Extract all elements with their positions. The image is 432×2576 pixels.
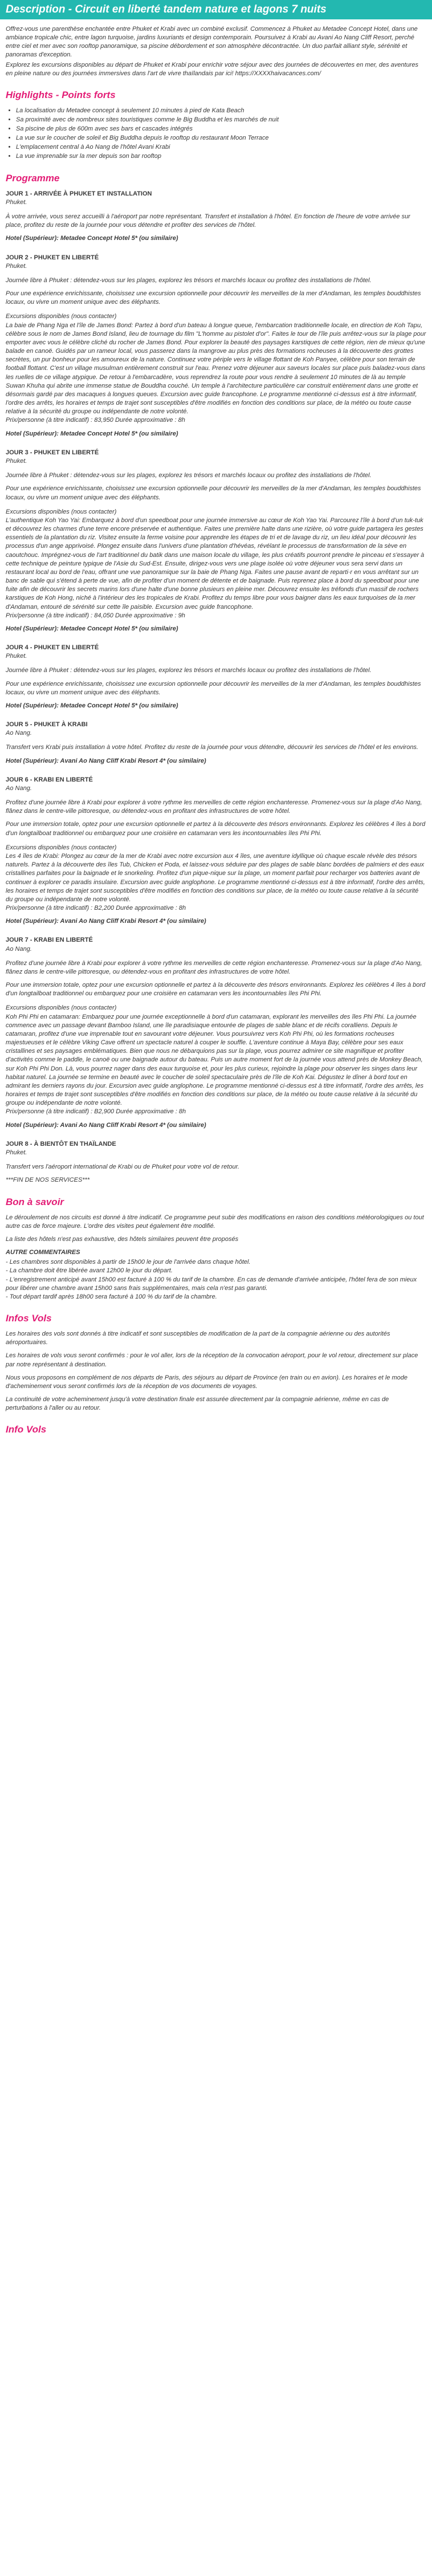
day-location: Phuket. xyxy=(6,198,27,206)
day-title: JOUR 1 - ARRIVÉE À PHUKET ET INSTALLATION xyxy=(6,190,152,197)
excursion-price: Prix/personne (à titre indicatif) : 83,950 Durée approximative : 8h xyxy=(6,417,185,424)
infos-vols-paragraph: La continuité de votre acheminement jusqu'à votre destination finale est assurée directement par la compagnie aérienne, même en cas de perturbations à l'aller ou au retour. xyxy=(6,1396,389,1412)
day-title: JOUR 7 - KRABI EN LIBERTÉ xyxy=(6,937,93,944)
excursion-text: Koh Phi Phi en catamaran: Embarquez pour une journée exceptionnelle à bord d'un catamaran, explorant les merveilles des îles Phi Phi. La journée commence avec un passage devant Bamboo Island, une île paradisiaque entourée de plages de sable blanc et de récifs coralliens. Depuis le catamaran, profitez d'une vue imprenable tout en savourant votre déjeuner. Vous poursuivrez vers Koh Phi Phi, où les formations rocheuses majestueuses et le célèbre Viking Cave offrent un spectacle naturel à couper le souffle. L'aventure continue à Maya Bay, célèbre pour ses eaux cristallines et ses paysages emblématiques. Bien que nous ne débarquions pas sur la plage, vous pourrez admirer ce site magnifique et profiter d'activités comme le paddle, le canoë ou une baignade autour du bateau. Puis un autre moment fort de la journée vous attend près de Monkey Beach, sur Koh Phi Phi Don. Là, vous pourrez nager dans des eaux turquoise et, pour les plus curieux, rejoindre la plage pour observer les singes dans leur habitat naturel. La journée se termine en beauté avec le coucher de soleil spectaculaire près de l'île de Koh Kai. Dégustez le dîner à bord tout en admirant les derniers rayons du jour. Excursion avec guide anglophone. Le programme mentionné ci-dessus est à titre informatif, l'ordre des arrêts, les horaires et temps de trajet sont susceptibles d'être modifiés en fonction des conditions sur place, de la météo ou toute cause relative à la sécurité du groupe ou indépendante de notre volonté. xyxy=(6,1013,423,1107)
programme-title: Programme xyxy=(6,172,60,184)
day-hotel: Hotel (Supérieur): Metadee Concept Hotel 5* (ou similaire) xyxy=(6,702,178,709)
day-paragraph: Pour une immersion totale, optez pour une excursion optionnelle et partez à la découverte des trésors environnants. Explorez les célèbres 4 îles à bord d'un longtailboat traditionnel ou embarquez pour une croisière en catamaran vers les incontournables îles Phi Phi. xyxy=(6,982,426,998)
day-block xyxy=(6,936,426,1129)
day-paragraph: Profitez d'une journée libre à Krabi pour explorer à votre rythme les merveilles de cette région enchanteresse. Promenez-vous sur la plage d'Ao Nang, flânez dans le centre-ville pittoresque, ou détendez-vous en profitant des infrastructures de votre hôtel. xyxy=(6,959,422,975)
day-location: Phuket. xyxy=(6,262,27,270)
day-location: Ao Nang. xyxy=(6,784,32,792)
excursion-heading: Excursions disponibles (nous contacter) xyxy=(6,313,117,320)
comment-item: - La chambre doit être libérée avant 12h00 le jour du départ. xyxy=(6,1267,173,1275)
bon-a-savoir-paragraph: La liste des hôtels n'est pas exhaustive, des hôtels similaires peuvent être proposés xyxy=(6,1235,239,1243)
highlights-title: Highlights - Points forts xyxy=(6,89,116,101)
day-paragraph: Pour une expérience enrichissante, choisissez une excursion optionnelle pour découvrir les merveilles de la mer d'Andaman, les temples bouddhistes locaux, ou vivre un moment unique avec des éléphants. xyxy=(6,290,421,306)
comment-item: - L'enregistrement anticipé avant 15h00 est facturé à 100 % du tarif de la chambre. En cas de demande d'arrivée anticipée, l'hôtel fera de son mieux pour libérer une chambre avant 15h00 sans frais supplémentaires, mais cela n'est pas garanti. xyxy=(6,1276,417,1292)
excursion-text: L'authentique Koh Yao Yai: Embarquez à bord d'un speedboat pour une journée immersive au cœur de Koh Yao Yai. Parcourez l'île à bord d'un tuk-tuk et découvrez les charmes d'une terre encore préservée et authentique. Faites une première halte dans une rizière, où votre guide partagera les gestes essentiels de la plantation du riz. Visitez ensuite la ferme voisine pour apprendre les étapes de tri et de lavage du riz, un lieu idéal pour découvrir les processus d'un ange apprivoisé. Plongez ensuite dans l'univers d'une plantation d'hévéas, révélant le processus de transformation de la sève en caoutchouc. Imprégnez-vous de l'art traditionnel du batik dans une maison locale du village, les plus créatifs pourront prendre le pinceau et s'essayer à cette technique de peinture typique de l'Asie du Sud-Est. Ensuite, dirigez-vous vers une plage isolée où votre déjeuner vous sera servi dans un restaurant local au bord de l'eau, offrant une vue panoramique sur la baie de Phang Nga. Faites une pause avant de reparti·r en vous arrêtant sur un banc de sable qui s'étend à perte de vue, afin de profiter d'un moment de détente et de baignade. Puis reprenez place à bord du speedboat pour une fuite afin de découvrir les secrets marins lors d'une halte d'une bonne plusieurs en pleine mer. Découvrez ensuite les tréfonds d'un massif de rochers karstiques de Koh Hong, niché à l'intérieur des les tropicales de Krabi. Profitez du temps libre pour vous baigner dans les eaux turquoises de la mer d'Andaman, entouré de sérénité sur cette île paisible. Excursion avec guide francophone. xyxy=(6,516,425,611)
day-hotel: Hotel (Supérieur): Avani Ao Nang Cliff Krabi Resort 4* (ou similaire) xyxy=(6,757,206,764)
day-location: Ao Nang. xyxy=(6,730,32,737)
day-paragraph: Pour une expérience enrichissante, choisissez une excursion optionnelle pour découvrir les merveilles de la mer d'Andaman, les temples bouddhistes locaux, ou vivre un moment unique avec des éléphants. xyxy=(6,485,421,501)
comment-item: - Les chambres sont disponibles à partir de 15h00 le jour de l'arrivée dans chaque hôtel. xyxy=(6,1259,251,1266)
highlight-item: • La vue imprenable sur la mer depuis son bar rooftop xyxy=(16,152,426,161)
day-block xyxy=(6,721,426,766)
highlight-item: • Sa piscine de plus de 600m avec ses bars et cascades intégrés xyxy=(16,125,426,134)
programme-days xyxy=(0,190,432,1185)
intro-paragraph: Explorez les excursions disponibles au départ de Phuket et Krabi pour enrichir votre séjour avec des journées de découvertes en mer, des aventures en pleine nature ou des journées immersives dans l'art de vivre thaïlandais par ici! https://XXXXhaivacances.com/ xyxy=(6,62,418,78)
page-title: Description - Circuit en liberté tandem nature et lagons 7 nuits xyxy=(0,0,432,19)
day-paragraph: Profitez d'une journée libre à Krabi pour explorer à votre rythme les merveilles de cette région enchanteresse. Promenez-vous sur la plage d'Ao Nang, flânez dans le centre-ville pittoresque, ou détendez-vous en profitant des infrastructures de votre hôtel. xyxy=(6,799,422,815)
day-title: JOUR 2 - PHUKET EN LIBERTÉ xyxy=(6,254,99,261)
infos-vols-paragraph: Nous vous proposons en complément de nos départs de Paris, des séjours au départ de Province (en train ou en avion). Les horaires et le mode d'acheminement vous seront confirmés lors de la réception de vos documents de voyages. xyxy=(6,1374,408,1390)
day-location: Phuket. xyxy=(6,457,27,465)
infos-vols-title: Infos Vols xyxy=(6,1313,52,1324)
day-paragraph: Journée libre à Phuket : détendez-vous sur les plages, explorez les trésors et marchés locaux ou profitez des installations de l'hôtel. xyxy=(6,667,372,674)
day-title: JOUR 5 - PHUKET À KRABI xyxy=(6,721,88,729)
day-paragraph: Journée libre à Phuket : détendez-vous sur les plages, explorez les trésors et marchés locaux ou profitez des installations de l'hôtel. xyxy=(6,472,372,479)
day-ending: ***FIN DE NOS SERVICES*** xyxy=(6,1177,90,1184)
day-hotel: Hotel (Supérieur): Avani Ao Nang Cliff Krabi Resort 4* (ou similaire) xyxy=(6,918,206,925)
day-hotel: Hotel (Supérieur): Metadee Concept Hotel 5* (ou similaire) xyxy=(6,625,178,632)
day-paragraph: Pour une immersion totale, optez pour une excursion optionnelle et partez à la découverte des trésors environnants. Explorez les célèbres 4 îles à bord d'un longtailboat traditionnel ou embarquez pour une croisière en catamaran vers les incontournables îles Phi Phi. xyxy=(6,821,426,837)
day-block xyxy=(6,1140,426,1185)
day-block xyxy=(6,190,426,243)
highlight-item: • Sa proximité avec de nombreux sites touristiques comme le Big Buddha et les marchés de nuit xyxy=(16,116,426,125)
day-paragraph: À votre arrivée, vous serez accueilli à l'aéroport par notre représentant. Transfert et installation à l'hôtel. En fonction de l'heure de votre arrivée sur place, profitez du reste de la journée pour vous détendre et profiter des services de l'hôtel. xyxy=(6,213,410,229)
day-paragraph: Pour une expérience enrichissante, choisissez une excursion optionnelle pour découvrir les merveilles de la mer d'Andaman, les temples bouddhistes locaux, ou vivre un moment unique avec des éléphants. xyxy=(6,680,421,696)
excursion-price: Prix/personne (à titre indicatif) : B2,200 Durée approximative : 8h xyxy=(6,905,186,912)
highlight-item: • La vue sur le coucher de soleil et Big Buddha depuis le rooftop du restaurant Moon Terrace xyxy=(16,134,426,143)
day-block xyxy=(6,644,426,710)
day-paragraph: Journée libre à Phuket : détendez-vous sur les plages, explorez les trésors et marchés locaux ou profitez des installations de l'hôtel. xyxy=(6,276,372,284)
day-paragraph: Transfert vers Krabi puis installation à votre hôtel. Profitez du reste de la journée pour vous détendre, découvrir les services de l'hôtel et les environs. xyxy=(6,744,418,751)
day-title: JOUR 6 - KRABI EN LIBERTÉ xyxy=(6,776,93,783)
day-block xyxy=(6,254,426,438)
day-block xyxy=(6,776,426,926)
day-location: Phuket. xyxy=(6,1149,27,1156)
excursion-price: Prix/personne (à titre indicatif) : 84,050 Durée approximative : 9h xyxy=(6,612,185,619)
excursion-price: Prix/personne (à titre indicatif) : B2,900 Durée approximative : 8h xyxy=(6,1108,186,1116)
bon-a-savoir-title: Bon à savoir xyxy=(6,1196,64,1207)
excursion-text: Les 4 îles de Krabi: Plongez au cœur de la mer de Krabi avec notre excursion aux 4 îles, une aventure idyllique où chaque escale révèle des trésors naturels. Partez à la découverte des îles Tub, Chicken et Poda, et laissez-vous séduire par des plages de sable blanc bordées de palmiers et des eaux cristallines parfaites pour la baignade et le snorkeling. Profitez d'un pique-nique sur la plage, un moment parfait pour recharger vos batteries avant de continuer à explorer ce paradis insulaire. Excursion avec guide anglophone. Le programme mentionné ci-dessus est à titre informatif, l'ordre des arrêts, les horaires et temps de trajet sont susceptibles d'être modifiés en fonction des conditions sur place, de la météo ou toute cause relative à la sécurité du groupe ou indépendante de notre volonté. xyxy=(6,853,425,903)
day-title: JOUR 4 - PHUKET EN LIBERTÉ xyxy=(6,644,99,652)
day-hotel: Hotel (Supérieur): Metadee Concept Hotel 5* (ou similaire) xyxy=(6,235,178,242)
bon-a-savoir-paragraph: Le déroulement de nos circuits est donné à titre indicatif. Ce programme peut subir des modifications en raison des conditions météorologiques ou tout autre cas de force majeure. L'ordre des visites peut également être modifié. xyxy=(6,1214,424,1230)
day-block xyxy=(6,449,426,633)
infos-vols xyxy=(6,1330,426,1413)
comments-title: AUTRE COMMENTAIRES xyxy=(6,1249,80,1256)
day-hotel: Hotel (Supérieur): Avani Ao Nang Cliff Krabi Resort 4* (ou similaire) xyxy=(6,1121,206,1129)
bon-a-savoir xyxy=(6,1214,426,1302)
excursion-heading: Excursions disponibles (nous contacter) xyxy=(6,1004,117,1012)
excursion-heading: Excursions disponibles (nous contacter) xyxy=(6,844,117,851)
day-location: Phuket. xyxy=(6,653,27,660)
comments-list xyxy=(6,1258,426,1301)
intro-paragraph: Offrez-vous une parenthèse enchantée entre Phuket et Krabi avec un combiné exclusif. Commencez à Phuket au Metadee Concept Hotel, dans une ambiance tropicale chic, entre lagon turquoise, jardins luxuriants et design contemporain. Poursuivez à Krabi au Avani Ao Nang Cliff Resort, perché entre ciel et mer avec son rooftop panoramique, sa piscine débordement et son atmosphère décontractée. Un duo parfait alliant style, sérénité et panoramas d'exception. xyxy=(6,26,418,58)
day-hotel: Hotel (Supérieur): Metadee Concept Hotel 5* (ou similaire) xyxy=(6,430,178,437)
intro xyxy=(0,19,432,78)
highlight-item: • La localisation du Metadee concept à seulement 10 minutes à pied de Kata Beach xyxy=(16,107,426,116)
day-paragraph: Transfert vers l'aéroport international de Krabi ou de Phuket pour votre vol de retour. xyxy=(6,1163,239,1171)
excursion-heading: Excursions disponibles (nous contacter) xyxy=(6,508,117,515)
infos-vols-paragraph: Les horaires de vols vous seront confirmés : pour le vol aller, lors de la réception de la convocation aéroport, pour le vol retour, directement sur place par notre représentant à destination. xyxy=(6,1352,418,1368)
highlight-item: • L'emplacement central à Ao Nang de l'hôtel Avani Krabi xyxy=(16,143,426,152)
excursion-text: La baie de Phang Nga et l'île de James Bond: Partez à bord d'un bateau à longue queue, l'embarcation traditionnelle locale, en direction de Koh Tapu, célèbre sous le nom de James Bond Island, lieu de tournage du film "L'homme au pistolet d'or". Faites le tour de l'île puis arrêtez-vous sur la plage pour emporter avec vous le célèbre cliché du rocher de James Bond. Pour explorer la beauté des paysages karstiques de cette région, rien de mieux qu'une balade en canoë. Guidés par un rameur local, vous passerez dans la mangrove au plus près des formations rocheuses à la découverte des grottes secrètes, un pur bonheur pour les amoureux de la nature. Continuez votre périple vers le village flottant de Koh Panyee, célèbre pour son terrain de football flottant. C'est un village musulman entièrement construit sur l'eau. Prenez votre déjeuner aux saveurs locales sur place puis baladez-vous dans les ruelles de ce village atypique. De retour à l'embarcadère, vous reprendrez la route pour vous rendre à seulement 10 minutes de là au temple Suwan Khuha qui abrite une immense statue de Bouddha couché. Un temple à l'architecture particulière car construit entièrement dans une grotte et désormais gardé par des macaques à longues queues. Excursion avec guide francophone. Le programme mentionné ci-dessus est à titre informatif, l'ordre des arrêts, les horaires et temps de trajet sont susceptibles d'être modifiés en fonction des conditions sur place, de la météo ou toute cause relative à la sécurité du groupe ou indépendante de notre volonté. xyxy=(6,322,426,416)
highlights-list xyxy=(6,107,426,161)
day-title: JOUR 8 - À BIENTÔT EN THAÏLANDE xyxy=(6,1140,116,1147)
day-title: JOUR 3 - PHUKET EN LIBERTÉ xyxy=(6,449,99,456)
day-location: Ao Nang. xyxy=(6,945,32,953)
infos-vols-paragraph: Les horaires des vols sont donnés à titre indicatif et sont susceptibles de modification de la part de la compagnie aérienne ou des autorités aéroportuaires. xyxy=(6,1330,390,1346)
footer-title: Info Vols xyxy=(6,1424,47,1435)
comment-item: - Tout départ tardif après 18h00 sera facturé à 100 % du tarif de la chambre. xyxy=(6,1293,217,1300)
